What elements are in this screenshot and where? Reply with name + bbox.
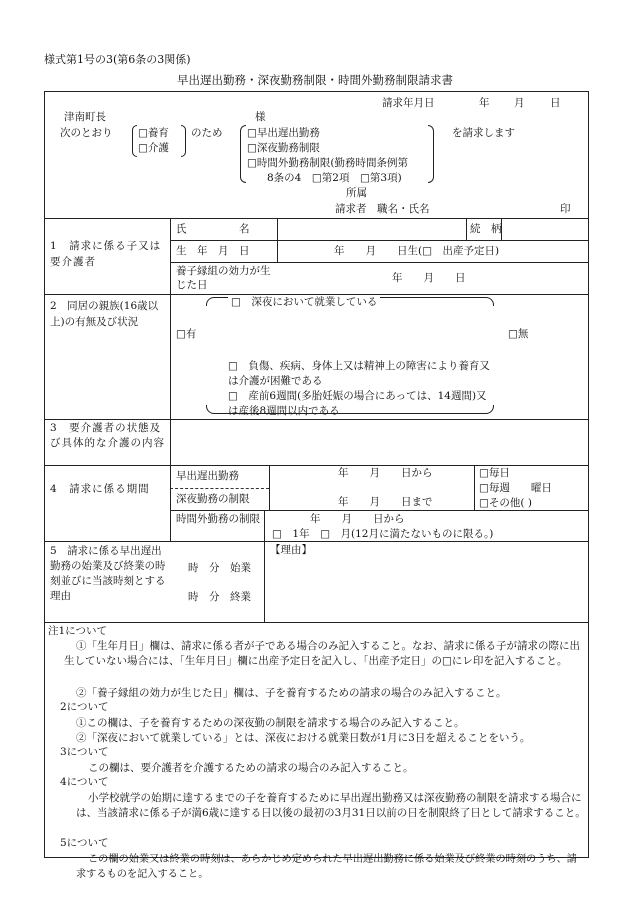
right-bracket-2 (428, 125, 434, 183)
option-weekly[interactable]: □毎週 曜日 (479, 482, 552, 494)
note5-heading: 5について (60, 837, 109, 849)
rule (44, 465, 589, 466)
rule (170, 262, 589, 263)
care-details-field[interactable] (172, 421, 587, 463)
note1-item2: ②「養子縁組の効力が生じた日」欄は、子を養育するための請求の場合のみ記入すること。 (76, 687, 507, 699)
addressee: 津南町長 (64, 111, 106, 123)
shozoku-label: 所属 (346, 187, 367, 199)
end-time-field[interactable]: 時 分 終業 (188, 591, 251, 603)
rule-v (269, 465, 270, 510)
rule (170, 510, 589, 511)
note4-heading: 4について (60, 776, 109, 788)
hayade-label: 早出遅出勤務 (176, 470, 239, 482)
condition-disability[interactable]: □ 負傷、疾病、身体上又は精神上の障害により養育又は介護が困難である (228, 360, 490, 387)
section5-label: 5 請求に係る早出遅出勤務の始業及び終業の時刻並びに当該時刻とする理由 (50, 545, 166, 602)
rule (44, 294, 589, 295)
bracket-bottom (206, 405, 494, 414)
period-from[interactable]: 年 月 日から (338, 467, 433, 479)
request-jikangai[interactable]: □時間外勤務制限(勤務時間条例第 (247, 157, 409, 169)
request-hayade[interactable]: □早出遅出勤務 (247, 127, 320, 139)
option-ikuji[interactable]: □養育 (138, 127, 169, 139)
form-title: 早出遅出勤務・深夜勤務制限・時間外勤務制限請求書 (177, 73, 453, 87)
reason-field[interactable] (266, 558, 587, 620)
birthdate-label: 生 年 月 日 (176, 245, 250, 257)
note2-item1: ①この欄は、子を養育するための深夜勤の制限を請求する場合のみ記入すること。 (76, 717, 465, 729)
jikangai-from[interactable]: 年 月 日から (310, 513, 405, 525)
left-bracket (132, 125, 137, 157)
request-date-label: 請求年月日 (382, 97, 435, 109)
rule-v (170, 218, 171, 541)
option-daily[interactable]: □毎日 (479, 467, 510, 479)
reason-label: 【理由】 (270, 544, 312, 556)
wo-seikyu-label: を請求します (452, 127, 515, 139)
start-time-field[interactable]: 時 分 始業 (188, 562, 251, 574)
dashed-rule (170, 488, 269, 489)
section4-label: 4 請求に係る期間 (50, 483, 150, 495)
name-label: 氏 名 (176, 223, 250, 235)
adoption-date-field[interactable]: 年 月 日 (392, 272, 466, 284)
relationship-label: 続 柄 (470, 223, 502, 235)
note1-item1: ①「生年月日」欄は、請求に係る者が子である場合のみ記入すること。なお、請求に係る子が請求の際に出生していない場合には、「生年月日」欄に出産予定日を記入し、「出産予定日」の□にレ印を記入すること。 (64, 640, 580, 667)
option-kaigo[interactable]: □介護 (138, 142, 169, 154)
rule-v (474, 465, 475, 510)
section3-label: 3 要介護者の状態及び具体的な介護の内容 (50, 422, 165, 449)
condition-night-work[interactable]: □ 深夜において就業している (228, 296, 380, 309)
seal-label: 印 (560, 203, 571, 215)
sama-label: 様 (255, 111, 266, 123)
note1-heading: 注1について (48, 625, 107, 637)
relationship-field[interactable] (502, 220, 587, 239)
rule (44, 419, 589, 420)
note5-item1: この欄の始業又は終業の時刻は、あらかじめ定められた早出遅出勤務に係る始業及び終業の時刻のうち、請求するものを記入すること。 (76, 854, 577, 880)
requester-label: 請求者 職名・氏名 (335, 203, 430, 215)
rule (44, 622, 589, 623)
tsugi-label: 次のとおり (60, 127, 113, 139)
form-number: 様式第1号の3(第6条の3関係) (44, 53, 191, 66)
rule (44, 541, 589, 542)
adoption-date-label: 養子縁組の効力が生じた日 (176, 265, 271, 291)
section1-label: 1 請求に係る子又は要介護者 (50, 240, 162, 268)
condition-maternity[interactable]: □ 産前6週間(多胎妊娠の場合にあっては、14週間)又は産後8週間以内である (228, 390, 487, 417)
rule-v (466, 218, 467, 240)
shinya-label: 深夜勤務の制限 (176, 493, 250, 505)
request-jikangai-clause[interactable]: 8条の4 □第2項 □第3項) (267, 172, 402, 184)
note3-heading: 3について (60, 746, 109, 758)
note3-item1: この欄は、要介護者を介護するための請求の場合のみ記入すること。 (88, 762, 414, 774)
date-year: 年 (479, 97, 490, 109)
section2-label: 2 同居の親族(16歳以上)の有無及び状況 (50, 300, 159, 328)
note2-heading: 2について (60, 701, 109, 713)
rule (44, 218, 589, 219)
cohabitant-yes[interactable]: □有 (176, 328, 197, 340)
date-month: 月 (514, 97, 525, 109)
rule (170, 240, 589, 241)
cohabitant-no[interactable]: □無 (508, 328, 529, 340)
name-field[interactable] (278, 220, 465, 239)
option-other[interactable]: □その他( ) (479, 497, 532, 509)
note2-item2: ②「深夜において就業している」とは、深夜における就業日数が1月に3日を超えることをいう。 (76, 732, 531, 744)
jikangai-period[interactable]: □ 1年 □ 月(12月に満たないものに限る。) (272, 528, 494, 540)
date-day: 日 (550, 97, 561, 109)
request-shinya[interactable]: □深夜勤務制限 (247, 142, 320, 154)
note4-item1: 小学校就学の始期に達するまでの子を養育するために早出遅出勤務又は深夜勤務の制限を請求する場合には、当該請求に係る子が満6歳に達する日以後の最初の3月31日以前の日を制限終了日として請求すること。 (76, 792, 586, 819)
right-bracket (181, 125, 186, 157)
jikangai-label: 時間外勤務の制限 (176, 513, 260, 525)
left-bracket-2 (240, 125, 246, 183)
period-to[interactable]: 年 月 日まで (338, 496, 433, 508)
birthdate-field[interactable]: 年 月 日生(□ 出産予定日) (334, 245, 500, 257)
no-tame-label: のため (191, 127, 223, 139)
